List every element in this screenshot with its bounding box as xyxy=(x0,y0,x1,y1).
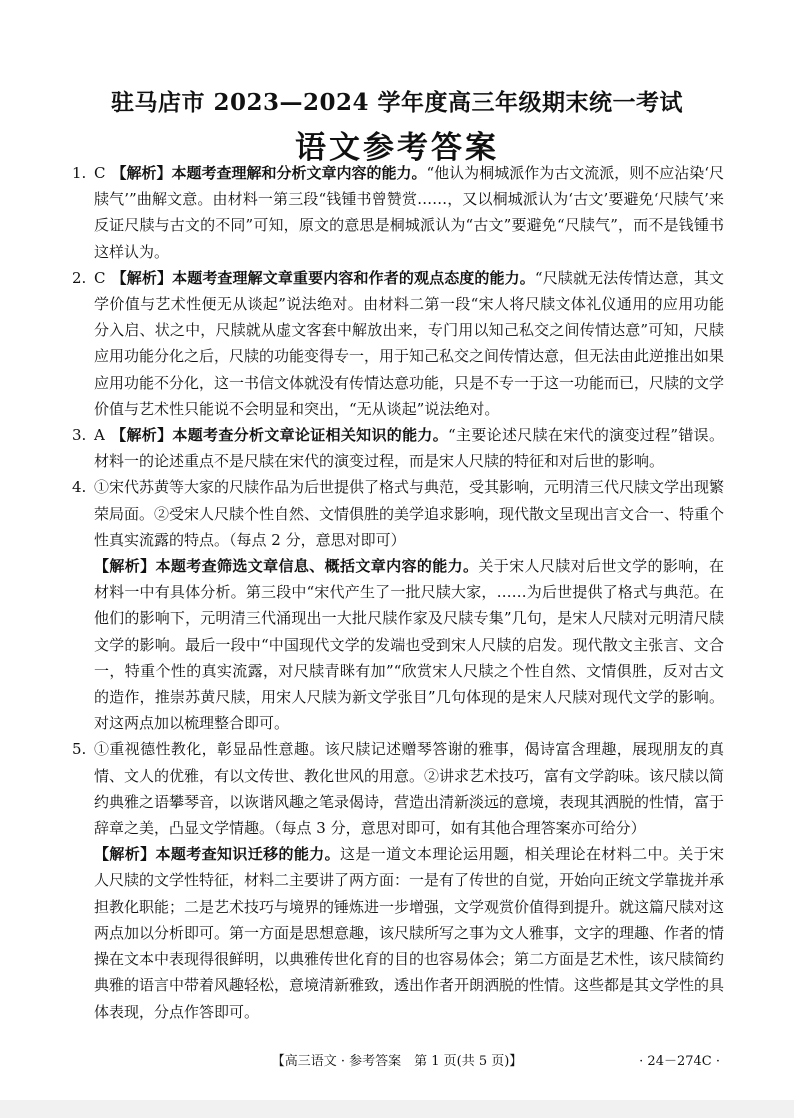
analysis-body: 这是一道文本理论运用题，相关理论在材料二中。关于宋人尺牍的文学性特征，材料二主要讲了两方面：一是有了传世的自觉，开始向正统文学靠拢并承担教化职能；二是艺术技巧与境界的锤炼进一步增强，文学观赏价值得到提升。就这篇尺牍对这两点加以分析即可。第一方面是思想意趣，该尺牍所写之事为文人雅事，文字的理趣、作者的情操在文本中表现得很鲜明，以典雅传世化育的目的也容易体会；第二方面是艺术性，该尺牍简约典雅的语言中带着风趣轻松，意境清新雅致，透出作者开朗洒脱的性情。这些都是其文学性的具体表现，分点作答即可。 xyxy=(94,845,725,1021)
analysis-tag: 【解析】 xyxy=(94,557,156,576)
question-3 xyxy=(72,422,724,474)
analysis-tag: 【解析】 xyxy=(110,426,173,445)
analysis-lead: 本题考查分析文章论证相关知识的能力。 xyxy=(172,426,449,445)
answer-content xyxy=(72,160,724,1025)
analysis-lead: 本题考查筛选文章信息、概括文章内容的能力。 xyxy=(155,557,479,576)
answer-text: ①重视德性教化，彰显品性意趣。该尺牍记述赠琴答谢的雅事，偈诗富含理趣，展现朋友的真情、文人的优雅，有以文传世、教化世风的用意。②讲求艺术技巧，富有文学韵味。该尺牍以简约典雅之语攀琴音，以诙谐风趣之笔录偈诗，营造出清新淡远的意境，表现其洒脱的性情，富于辞章之美，凸显文学情趣。（每点 3 分，意思对即可，如有其他合理答案亦可给分） xyxy=(94,740,725,838)
analysis-lead: 本题考查理解和分析文章内容的能力。 xyxy=(171,164,427,182)
analysis-tag: 【解析】 xyxy=(111,268,173,287)
question-4 xyxy=(72,474,724,736)
question-number: 3. xyxy=(72,426,87,445)
question-2 xyxy=(72,265,724,422)
page-title: 语文参考答案 xyxy=(295,130,499,166)
analysis-body: “尺牍就无法传情达意，其文学价值与艺术性便无从谈起”说法绝对。由材料二第一段“宋人将尺牍文体礼仪通用的应用功能分入启、状之中，尺牍就从虚文客套中解放出来，专门用以知己私交之间传情达意”可知，尺牍应用功能分化之后，尺牍的功能变得专一，用于知己私交之间传情达意，但无法由此逆推出如果应用功能不分化，这一书信文体就没有传情达意功能，只是不专一于这一功能而已，尺牍的文学价值与艺术性只能说不会明显和突出，“无从谈起”说法绝对。 xyxy=(94,268,725,418)
analysis-tag: 【解析】 xyxy=(111,164,172,182)
question-number: 1. xyxy=(72,164,87,182)
question-1 xyxy=(72,160,724,265)
analysis-body: 关于宋人尺牍对后世文学的影响，在材料一中有具体分析。第三段中“宋代产生了一批尺牍大家，……为后世提供了格式与典范。在他们的影响下，元明清三代涌现出一大批尺牍作家及尺牍专集”几句，是宋人尺牍对元明清尺牍文学的影响。最后一段中“中国现代文学的发端也受到宋人尺牍的启发。现代散文主张言、文合一，特重个性的真实流露，对尺牍青眯有加”“欣赏宋人尺牍之个性自然、文情俱胜，反对古文的造作，推崇苏黄尺牍，用宋人尺牍为新文学张目”几句体现的是宋人尺牍对现代文学的影响。对这两点加以梳理整合即可。 xyxy=(94,557,724,733)
answer-choice: C xyxy=(94,268,106,287)
analysis-lead: 本题考查知识迁移的能力。 xyxy=(155,845,340,864)
analysis-paragraph xyxy=(94,553,724,736)
page-footer xyxy=(0,1050,794,1070)
question-5 xyxy=(72,736,724,1024)
question-number: 4. xyxy=(72,478,87,497)
analysis-lead: 本题考查理解文章重要内容和作者的观点态度的能力。 xyxy=(172,268,535,287)
footer-page-info: 【高三语文 · 参考答案 第 1 页(共 5 页)】 xyxy=(271,1054,523,1069)
exam-title: 驻马店市 2023—2024 学年度高三年级期末统一考试 xyxy=(110,89,684,116)
footer-code: · 24－274C · xyxy=(639,1054,720,1069)
analysis-body: “主要论述尺牍在宋代的演变过程”错误。材料一的论述重点不是尺牍在宋代的演变过程，而是宋人尺牍的特征和对后世的影响。 xyxy=(94,426,724,471)
question-number: 2. xyxy=(72,268,87,287)
analysis-body: “他认为桐城派作为古文流派，则不应沾染‘尺牍气’”曲解文意。由材料一第三段“钱锺书曾赞赏……，又以桐城派认为‘古文’要避免‘尺牍气’来反证尺牍与古文的不同”可知，原文的意思是桐城派认为“古文”要避免“尺牍气”，而不是钱锺书这样认为。 xyxy=(94,164,724,261)
analysis-tag: 【解析】 xyxy=(94,845,156,864)
answer-text: ①宋代苏黄等大家的尺牍作品为后世提供了格式与典范，受其影响，元明清三代尺牍文学出现繁荣局面。②受宋人尺牍个性自然、文情俱胜的美学追求影响，现代散文呈现出言文合一、特重个性真实流露的特点。（每点 2 分，意思对即可） xyxy=(94,478,725,549)
answer-choice: C xyxy=(94,164,106,182)
analysis-paragraph xyxy=(94,841,724,1024)
question-number: 5. xyxy=(72,740,87,759)
answer-choice: A xyxy=(94,426,105,445)
bottom-margin xyxy=(0,1100,794,1118)
